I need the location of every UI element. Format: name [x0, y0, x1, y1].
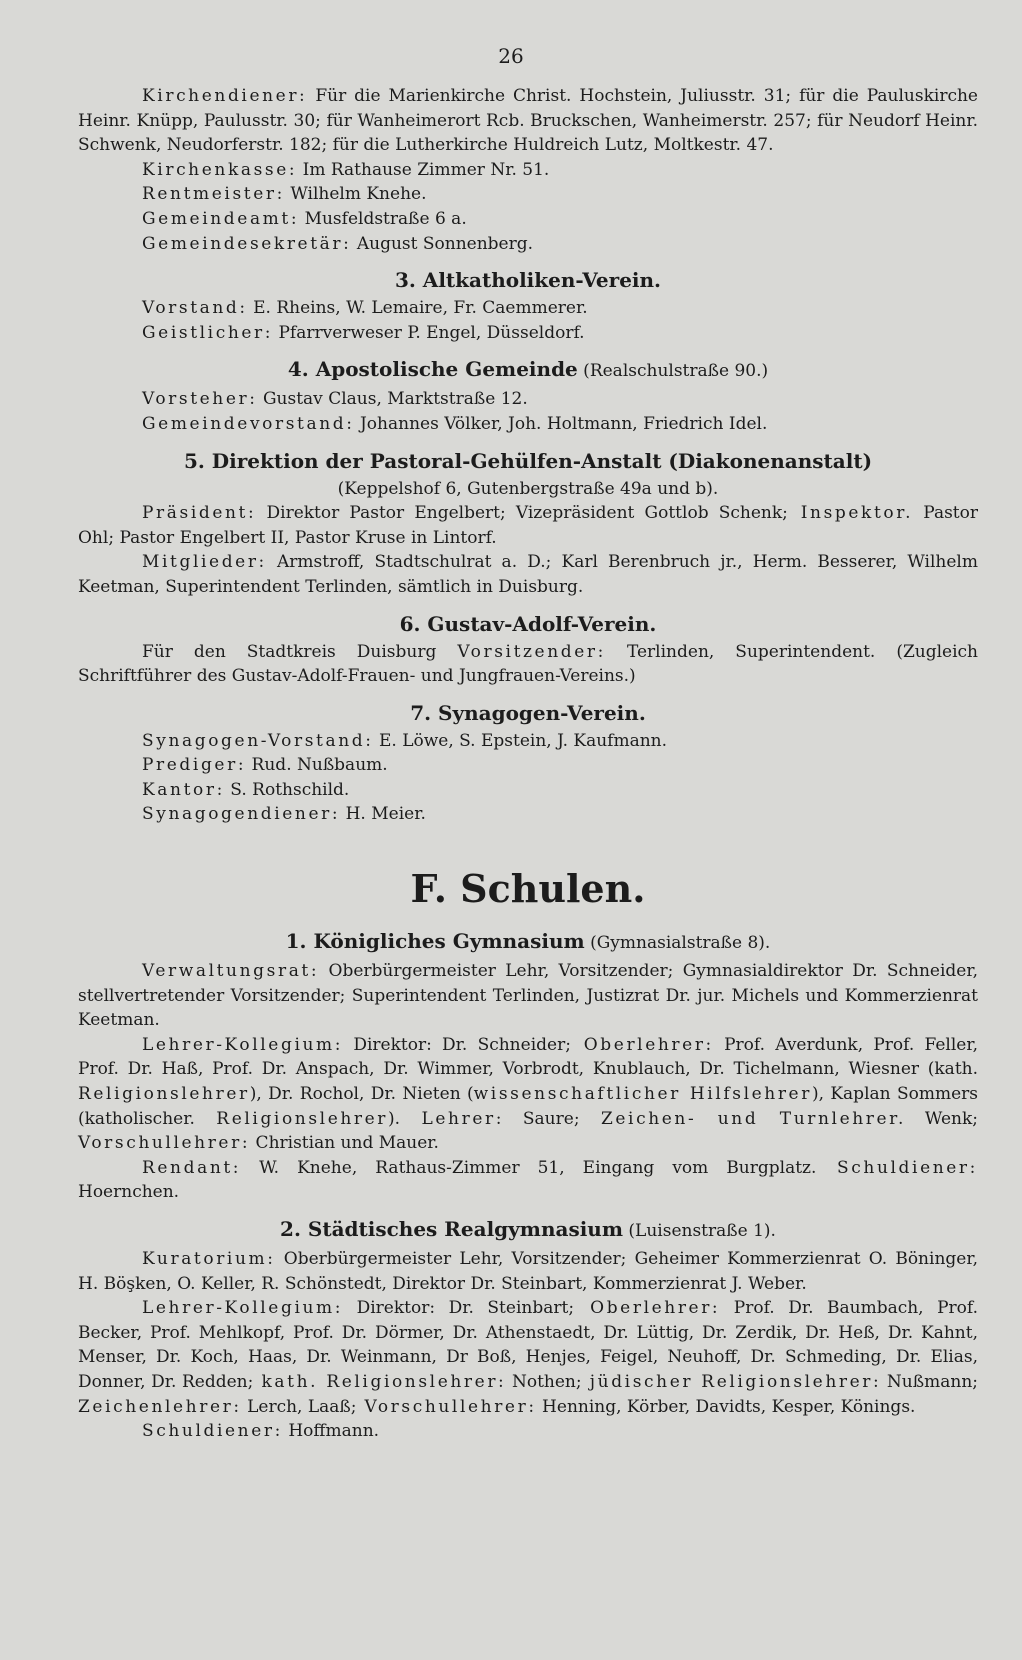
- entry-label: kath. Religionslehrer:: [253, 1371, 507, 1392]
- entry-label: Vorsteher:: [142, 389, 258, 410]
- s3-vorstand: [78, 296, 978, 321]
- entry-label: Kirchendiener:: [142, 86, 308, 106]
- entry-text: Nothen;: [506, 1371, 582, 1392]
- g2-schuldiener: [78, 1419, 978, 1444]
- schools-heading: F. Schulen.: [410, 866, 646, 912]
- s4-gemeindevorstand: [78, 412, 978, 437]
- s5-praesident: [78, 501, 978, 550]
- entry-text: Johannes Völker, Joh. Holtmann, Friedrich Idel.: [354, 413, 768, 434]
- entry-label: Lehrer-Kollegium:: [142, 1298, 344, 1319]
- s7-prediger: [78, 753, 978, 778]
- entry-label: Gemeindesekretär:: [142, 233, 352, 254]
- entry-text: Pastor Ohl; Pastor Engelbert II, Pastor Kruse in Lintorf.: [78, 503, 978, 548]
- entry-label: Rendant:: [142, 1157, 242, 1178]
- entry-label: Rentmeister:: [142, 184, 285, 205]
- entry-label: Oberlehrer:: [574, 1298, 721, 1319]
- section-heading-7: 7. Synagogen-Verein.: [410, 700, 646, 725]
- entry-text: Prof. Averdunk, Prof. Feller, Prof. Dr. Haß, Prof. Dr. Anspach, Dr. Wimmer, Vorbrodt, Knublauch, Dr. Tichelmann, Wiesner (kath.: [78, 1034, 978, 1080]
- g2-kuratorium: [78, 1247, 978, 1296]
- entry-text: Prof. Dr. Baumbach, Prof. Becker, Prof. Mehlkopf, Prof. Dr. Dörmer, Dr. Athenstaedt, Dr. Lüttig, Dr. Zerdik, Dr. Heß, Dr. Kahnt, Menser, Dr. Koch, Haas, Dr. Weinmann, Dr Boß, Henjes, Feigel, Neuhoff, Dr. Schmeding, Dr. Elias, Donner, Dr. Redden;: [78, 1298, 978, 1392]
- entry-label: Vorschullehrer:: [356, 1396, 537, 1417]
- entry-label: Geistlicher:: [142, 322, 274, 343]
- entry-text: H. Meier.: [340, 804, 426, 825]
- section-heading-5: 5. Direktion der Pastoral-Gehülfen-Anstalt (Diakonenanstalt): [183, 448, 873, 473]
- entry-text: Oberbürgermeister Lehr, Vorsitzender; Gymnasialdirektor Dr. Schneider, stellvertretender Vorsitzender; Superintendent Terlinden, Justizrat Dr. jur. Michels und Kommerzienrat Keetman.: [78, 961, 978, 1031]
- text-column: [78, 84, 978, 1444]
- entry-label: Prediger:: [142, 755, 247, 776]
- entry-label: Lehrer-Kollegium:: [142, 1034, 344, 1055]
- entry-text: Wilhelm Knehe.: [284, 184, 427, 205]
- entry-label: Kuratorium:: [142, 1249, 276, 1269]
- s7-synagogendiener: [78, 802, 978, 827]
- entry-text: Musfeldstraße 6 a.: [299, 208, 467, 229]
- s5-mitglieder: [78, 550, 978, 599]
- entry-label: Kirchenkasse:: [142, 159, 298, 180]
- entry-text: Rud. Nußbaum.: [246, 755, 388, 776]
- entry-label: Synagogendiener:: [142, 804, 341, 825]
- g1-verwaltungsrat: [78, 959, 978, 1033]
- realgymnasium-heading: [78, 1215, 978, 1245]
- entry-label: jüdischer Religionslehrer:: [581, 1371, 882, 1392]
- heading-text: 2. Städtisches Realgymnasium: [280, 1217, 624, 1241]
- entry-text: Für den Stadtkreis Duisburg: [142, 641, 458, 662]
- entry-label: Vorschullehrer:: [78, 1133, 251, 1154]
- entry-label: Zeichenlehrer:: [78, 1396, 242, 1417]
- gemeindesekretaer-entry: [78, 232, 978, 257]
- entry-label: Religionslehrer: [194, 1108, 389, 1129]
- entry-text: Christian und Mauer.: [250, 1133, 439, 1154]
- s7-vorstand: [78, 729, 978, 754]
- s5-subheading: (Keppelshof 6, Gutenbergstraße 49a und b).: [337, 478, 719, 499]
- entry-text: Wenk;: [906, 1108, 978, 1129]
- entry-label: Inspektor.: [787, 503, 914, 524]
- s6-vorsitzender: [78, 640, 978, 689]
- entry-text: Oberbürgermeister Lehr, Vorsitzender; Geheimer Kommerzienrat O. Böninger, H. Böşken, O. Keller, R. Schönstedt, Direktor Dr. Steinbart, Kommerzienrat J. Weber.: [78, 1249, 978, 1294]
- entry-text: Henning, Körber, Davidts, Kesper, Könings.: [536, 1396, 916, 1417]
- entry-label: Gemeindeamt:: [142, 208, 300, 229]
- entry-label: Verwaltungsrat:: [142, 961, 320, 982]
- s3-geistlicher: [78, 321, 978, 346]
- heading-text: 1. Königliches Gymnasium: [285, 929, 585, 954]
- heading-suffix: (Gymnasialstraße 8).: [584, 933, 771, 954]
- entry-text: Lerch, Laaß;: [241, 1396, 357, 1417]
- entry-text: E. Löwe, S. Epstein, J. Kaufmann.: [373, 730, 668, 751]
- entry-text: W. Knehe, Rathaus-Zimmer 51, Eingang vom Burgplatz.: [241, 1157, 817, 1178]
- entry-label: Mitglieder:: [142, 552, 267, 573]
- kirchendiener-entry: [78, 84, 978, 158]
- entry-text: August Sonnenberg.: [351, 233, 534, 254]
- entry-label: Schuldiener:: [142, 1421, 283, 1442]
- entry-text: ), Dr. Rochol, Dr. Nieten (: [249, 1084, 474, 1105]
- entry-label: Gemeindevorstand:: [142, 413, 355, 434]
- heading-suffix: (Luisenstraße 1).: [623, 1221, 776, 1241]
- entry-label: Lehrer:: [400, 1108, 505, 1129]
- entry-text: Terlinden, Superintendent. (Zugleich Schriftführer des Gustav-Adolf-Frauen- und Jungfrauen-Vereins.): [78, 641, 978, 687]
- entry-text: E. Rheins, W. Lemaire, Fr. Caemmerer.: [247, 298, 588, 319]
- entry-text: S. Rothschild.: [224, 779, 350, 800]
- gemeindeamt-entry: [78, 207, 978, 232]
- entry-label: Religionslehrer: [78, 1084, 250, 1105]
- entry-text: Für die Marienkirche Christ. Hochstein, Juliusstr. 31; für die Pauluskirche Heinr. Knüpp, Paulusstr. 30; für Wanheimerort Rcb. Bruckschen, Wanheimerstr. 257; für Neudorf Heinr. Schwenk, Neudorferstr. 182; für die Lutherkirche Huldreich Lutz, Moltkestr. 47.: [78, 86, 978, 156]
- g1-rendant: [78, 1156, 978, 1205]
- kirchenkasse-entry: [78, 158, 978, 183]
- entry-text: Nußmann;: [881, 1371, 978, 1392]
- entry-label: Oberlehrer:: [570, 1034, 714, 1055]
- entry-text: Pfarrverweser P. Engel, Düsseldorf.: [273, 322, 585, 343]
- heading-text: 4. Apostolische Gemeinde: [287, 357, 578, 382]
- entry-text: Direktor: Dr. Steinbart;: [343, 1298, 575, 1319]
- entry-label: Schuldiener:: [816, 1157, 978, 1178]
- entry-label: Vorstand:: [142, 298, 248, 319]
- entry-label: Kantor:: [142, 779, 225, 800]
- section-heading-3: 3. Altkatholiken-Verein.: [394, 268, 662, 293]
- entry-label: Präsident:: [142, 503, 257, 524]
- g1-lehrer-kollegium: [78, 1033, 978, 1156]
- gymnasium-heading: [78, 927, 978, 957]
- entry-text: Direktor: Dr. Schneider;: [343, 1034, 571, 1055]
- section-heading-4: [78, 355, 978, 385]
- s7-kantor: [78, 778, 978, 803]
- g2-lehrer-kollegium: [78, 1296, 978, 1419]
- page-number: 26: [498, 44, 524, 68]
- section-heading-6: 6. Gustav-Adolf-Verein.: [399, 611, 657, 636]
- entry-text: Hoffmann.: [282, 1421, 380, 1442]
- entry-text: Saure;: [504, 1108, 580, 1129]
- entry-text: Hoernchen.: [78, 1182, 180, 1203]
- entry-label: Vorsitzender:: [457, 641, 606, 662]
- entry-text: Armstroff, Stadtschulrat a. D.; Karl Berenbruch jr., Herm. Besserer, Wilhelm Keetman, Superintendent Terlinden, sämtlich in Duisburg.: [78, 552, 978, 597]
- entry-text: Gustav Claus, Marktstraße 12.: [257, 389, 528, 410]
- s4-vorsteher: [78, 387, 978, 412]
- entry-text: ).: [388, 1108, 401, 1129]
- entry-text: Direktor Pastor Engelbert; Vizepräsident Gottlob Schenk;: [256, 503, 788, 524]
- entry-text: Im Rathause Zimmer Nr. 51.: [297, 159, 550, 180]
- entry-label: wissenschaftlicher Hilfslehrer: [473, 1084, 812, 1105]
- rentmeister-entry: [78, 182, 978, 207]
- heading-suffix: (Realschulstraße 90.): [577, 361, 769, 382]
- entry-label: Zeichen- und Turnlehrer.: [579, 1108, 907, 1129]
- entry-label: Synagogen-Vorstand:: [142, 730, 374, 751]
- entry-text: ), Kaplan Sommers (katholischer.: [78, 1084, 978, 1129]
